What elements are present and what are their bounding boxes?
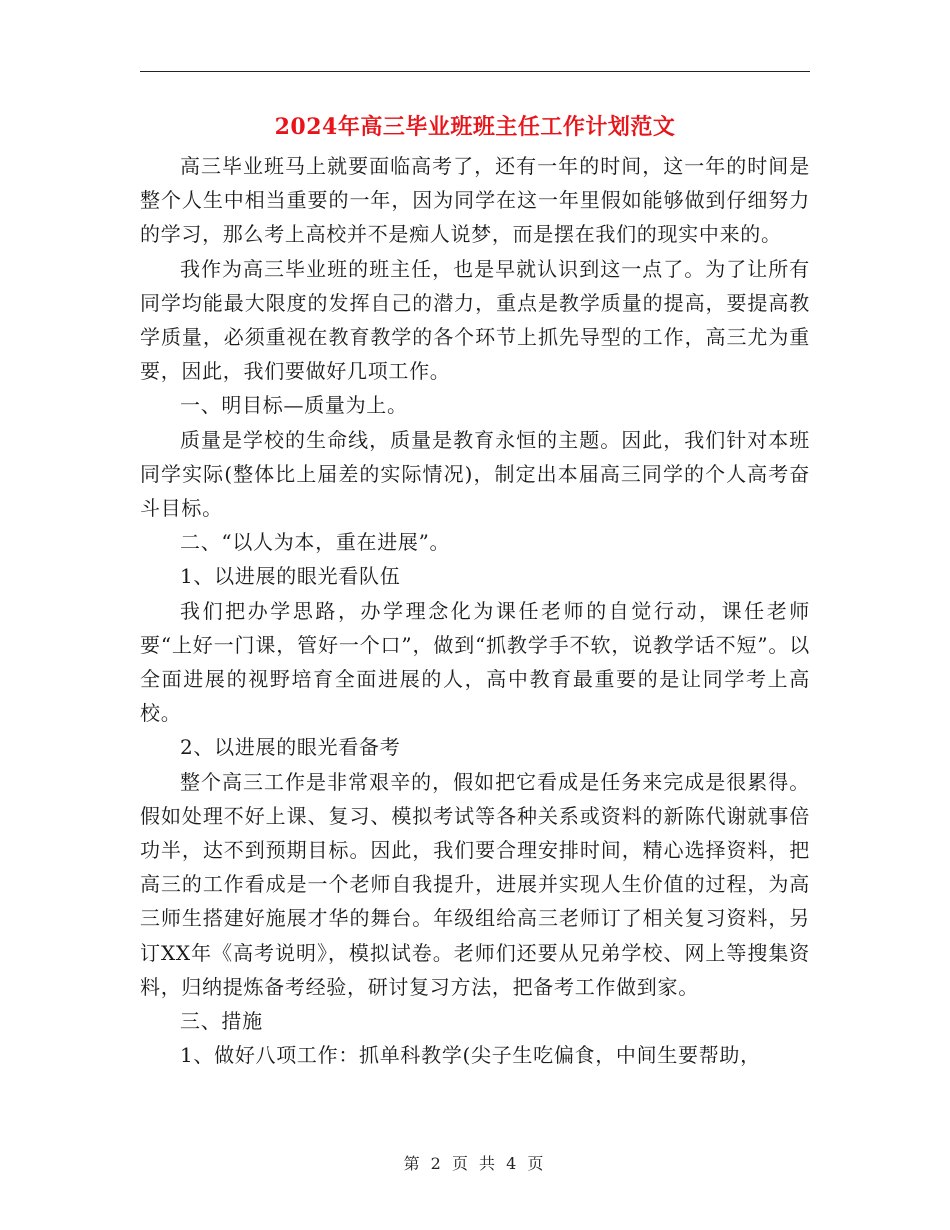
paragraph: 整个高三工作是非常艰辛的，假如把它看成是任务来完成是很累得。假如处理不好上课、复习、模拟考试等各种关系或资料的新陈代谢就事倍功半，达不到预期目标。因此，我们要合理安排时间，精心选择资料，把高三的工作看成是一个老师自我提升，进展并实现人生价值的过程，为高三师生搭建好施展才华的舞台。年级组给高三老师订了相关复习资料，另订XX年《高考说明》，模拟试卷。老师们还要从兄弟学校、网上等搜集资料，归纳提炼备考经验，研讨复习方法，把备考工作做到家。 — [140, 769, 810, 999]
section-heading: 一、明目标—质量为上。 — [180, 393, 408, 418]
paragraph: 我们把办学思路，办学理念化为课任老师的自觉行动，课任老师要“上好一门课，管好一个口”，做到“抓教学手不软，说教学话不短”。以全面进展的视野培育全面进展的人，高中教育最重要的是让同学考上高校。 — [140, 598, 810, 726]
document-body — [140, 149, 810, 1072]
paragraph: 质量是学校的生命线，质量是教育永恒的主题。因此，我们针对本班同学实际(整体比上届差的实际情况)，制定出本届高三同学的个人高考奋斗目标。 — [140, 427, 810, 521]
subsection-heading: 1、以进展的眼光看队伍 — [180, 564, 401, 589]
header-rule — [140, 71, 810, 72]
subsection-heading: 2、以进展的眼光看备考 — [180, 735, 401, 760]
paragraph: 高三毕业班马上就要面临高考了，还有一年的时间，这一年的时间是整个人生中相当重要的一年，因为同学在这一年里假如能够做到仔细努力的学习，那么考上高校并不是痴人说梦，而是摆在我们的现实中来的。 — [140, 154, 810, 247]
section-heading: 三、措施 — [180, 1009, 263, 1034]
paragraph: 1、做好八项工作：抓单科教学(尖子生吃偏食，中间生要帮助， — [180, 1043, 761, 1068]
page-number: 第 2 页 共 4 页 — [403, 1154, 547, 1173]
document-title: 2024年高三毕业班班主任工作计划范文 — [274, 114, 676, 140]
paragraph: 我作为高三毕业班的班主任，也是早就认识到这一点了。为了让所有同学均能最大限度的发挥自己的潜力，重点是教学质量的提高，要提高教学质量，必须重视在教育教学的各个环节上抓先导型的工作，高三尤为重要，因此，我们要做好几项工作。 — [140, 256, 810, 384]
section-heading: 二、“以人为本，重在进展”。 — [180, 530, 451, 555]
